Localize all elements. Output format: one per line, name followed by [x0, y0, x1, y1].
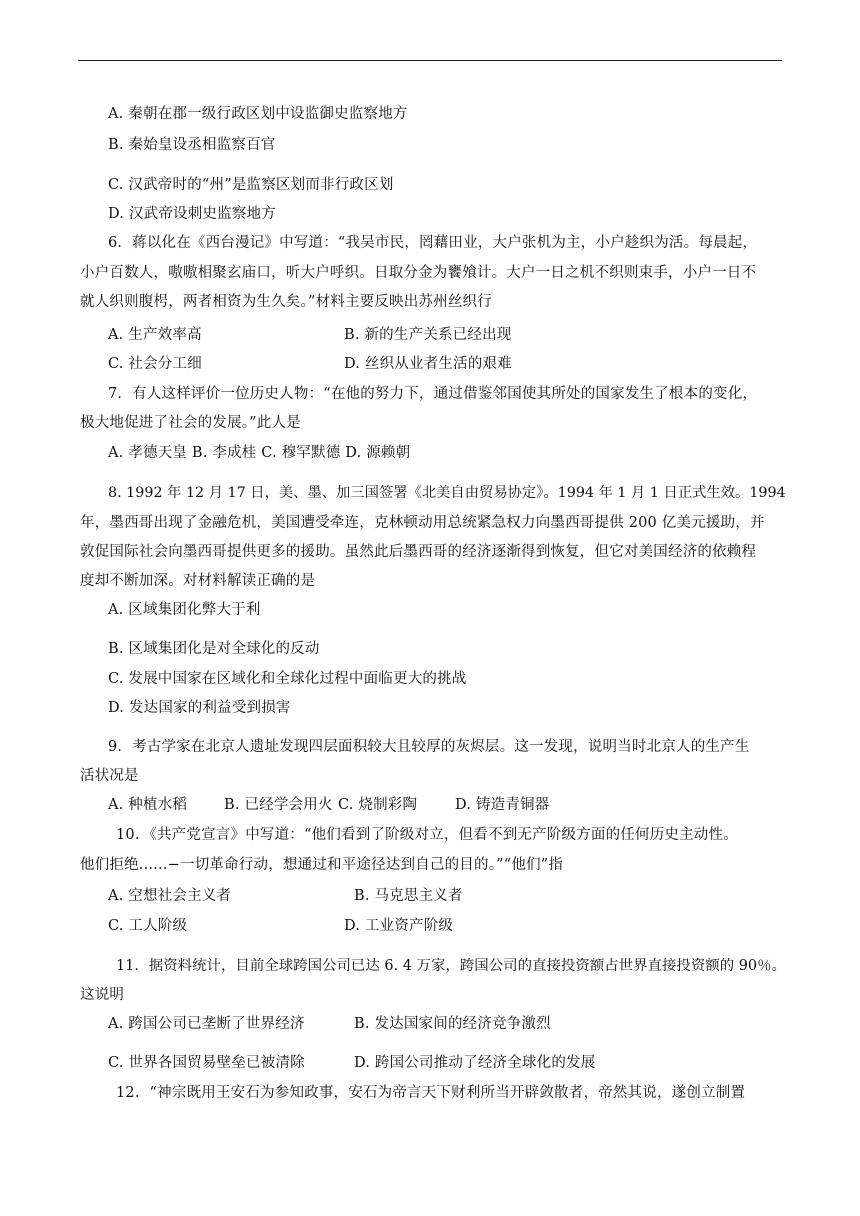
- q9-option-c: C. 烧制彩陶: [338, 797, 418, 813]
- q7-stem-line2: 极大地促进了社会的发展。”此人是: [80, 415, 301, 431]
- q11-option-a: A. 跨国公司已垄断了世界经济: [108, 1016, 305, 1032]
- q9-stem-line2: 活状况是: [80, 768, 139, 784]
- q9-option-b: B. 已经学会用火: [224, 797, 333, 813]
- q8-stem-line4: 度却不断加深。对材料解读正确的是: [80, 573, 316, 589]
- q8-stem-line1: 8. 1992 年 12 月 17 日，美、墨、加三国签署《北美自由贸易协定》。1994 年 1 月 1 日正式生效。1994: [108, 485, 786, 501]
- q10-stem-line2: 他们拒绝......−一切革命行动，想通过和平途径达到自己的目的。”“他们”指: [80, 857, 564, 873]
- q10-option-d: D. 工业资产阶级: [344, 918, 454, 934]
- q7-stem-line1: 7．有人这样评价一位历史人物：“在他的努力下，通过借鉴邻国使其所处的国家发生了根本的变化，: [108, 386, 758, 402]
- q9-option-a: A. 种植水稻: [108, 797, 188, 813]
- q7-options: A. 孝德天皇 B. 李成桂 C. 穆罕默德 D. 源赖朝: [108, 445, 411, 461]
- q10-option-a: A. 空想社会主义者: [108, 888, 232, 904]
- q8-option-b: B. 区域集团化是对全球化的反动: [108, 641, 320, 657]
- q8-option-c: C. 发展中国家在区域化和全球化过程中面临更大的挑战: [108, 671, 467, 687]
- q11-option-b: B. 发达国家间的经济竞争激烈: [354, 1016, 551, 1032]
- q11-stem-line1: 11．据资料统计，目前全球跨国公司已达 6. 4 万家，跨国公司的直接投资额占世界直接投资额的 90％。: [116, 958, 786, 974]
- q6-option-c: C. 社会分工细: [108, 356, 202, 372]
- q6-stem-line2: 小户百数人，嗷嗷相聚玄庙口，听大户呼织。日取分金为饔飧计。大户一日之机不织则束手，小户一日不: [80, 265, 757, 281]
- q9-stem-line1: 9．考古学家在北京人遗址发现四层面积较大且较厚的灰烬层。这一发现，说明当时北京人的生产生: [108, 739, 750, 755]
- q10-option-c: C. 工人阶级: [108, 918, 188, 934]
- q6-stem-line1: 6．蒋以化在《西台漫记》中写道：“我吴市民，罔藉田业，大户张机为主，小户趁织为活。每晨起，: [108, 235, 758, 251]
- q6-option-a: A. 生产效率高: [108, 327, 202, 343]
- q11-option-d: D. 跨国公司推动了经济全球化的发展: [354, 1055, 596, 1071]
- q6-option-d: D. 丝织从业者生活的艰难: [344, 356, 512, 372]
- q5-option-d: D. 汉武帝设刺史监察地方: [108, 206, 276, 222]
- q11-option-c: C. 世界各国贸易壁垒已被清除: [108, 1055, 305, 1071]
- q8-option-d: D. 发达国家的利益受到损害: [108, 700, 291, 716]
- q8-stem-line3: 敦促国际社会向墨西哥提供更多的援助。虽然此后墨西哥的经济逐渐得到恢复，但它对美国经济的依赖程: [80, 544, 757, 560]
- q6-stem-line3: 就人织则腹枵，两者相资为生久矣。”材料主要反映出苏州丝织行: [80, 294, 492, 310]
- q10-option-b: B. 马克思主义者: [354, 888, 463, 904]
- q8-stem-line2: 年，墨西哥出现了金融危机，美国遭受牵连，克林顿动用总统紧急权力向墨西哥提供 200 亿美元援助，并: [80, 515, 765, 531]
- q5-option-a: A. 秦朝在郡一级行政区划中设监御史监察地方: [108, 106, 408, 122]
- q5-option-c: C. 汉武帝时的“州”是监察区划而非行政区划: [108, 177, 394, 193]
- q9-option-d: D. 铸造青铜器: [455, 797, 550, 813]
- q10-stem-line1: 10．《共产党宣言》中写道：“他们看到了阶级对立，但看不到无产阶级方面的任何历史主动性。: [116, 827, 738, 843]
- header-rule: [78, 60, 782, 61]
- q11-stem-line2: 这说明: [80, 987, 125, 1003]
- q8-option-a: A. 区域集团化弊大于利: [108, 602, 261, 618]
- q12-stem-line1: 12．“神宗既用王安石为参知政事，安石为帝言天下财利所当开辟敛散者，帝然其说，遂创立制置: [116, 1085, 746, 1101]
- q6-option-b: B. 新的生产关系已经出现: [344, 327, 512, 343]
- q5-option-b: B. 秦始皇设丞相监察百官: [108, 137, 276, 153]
